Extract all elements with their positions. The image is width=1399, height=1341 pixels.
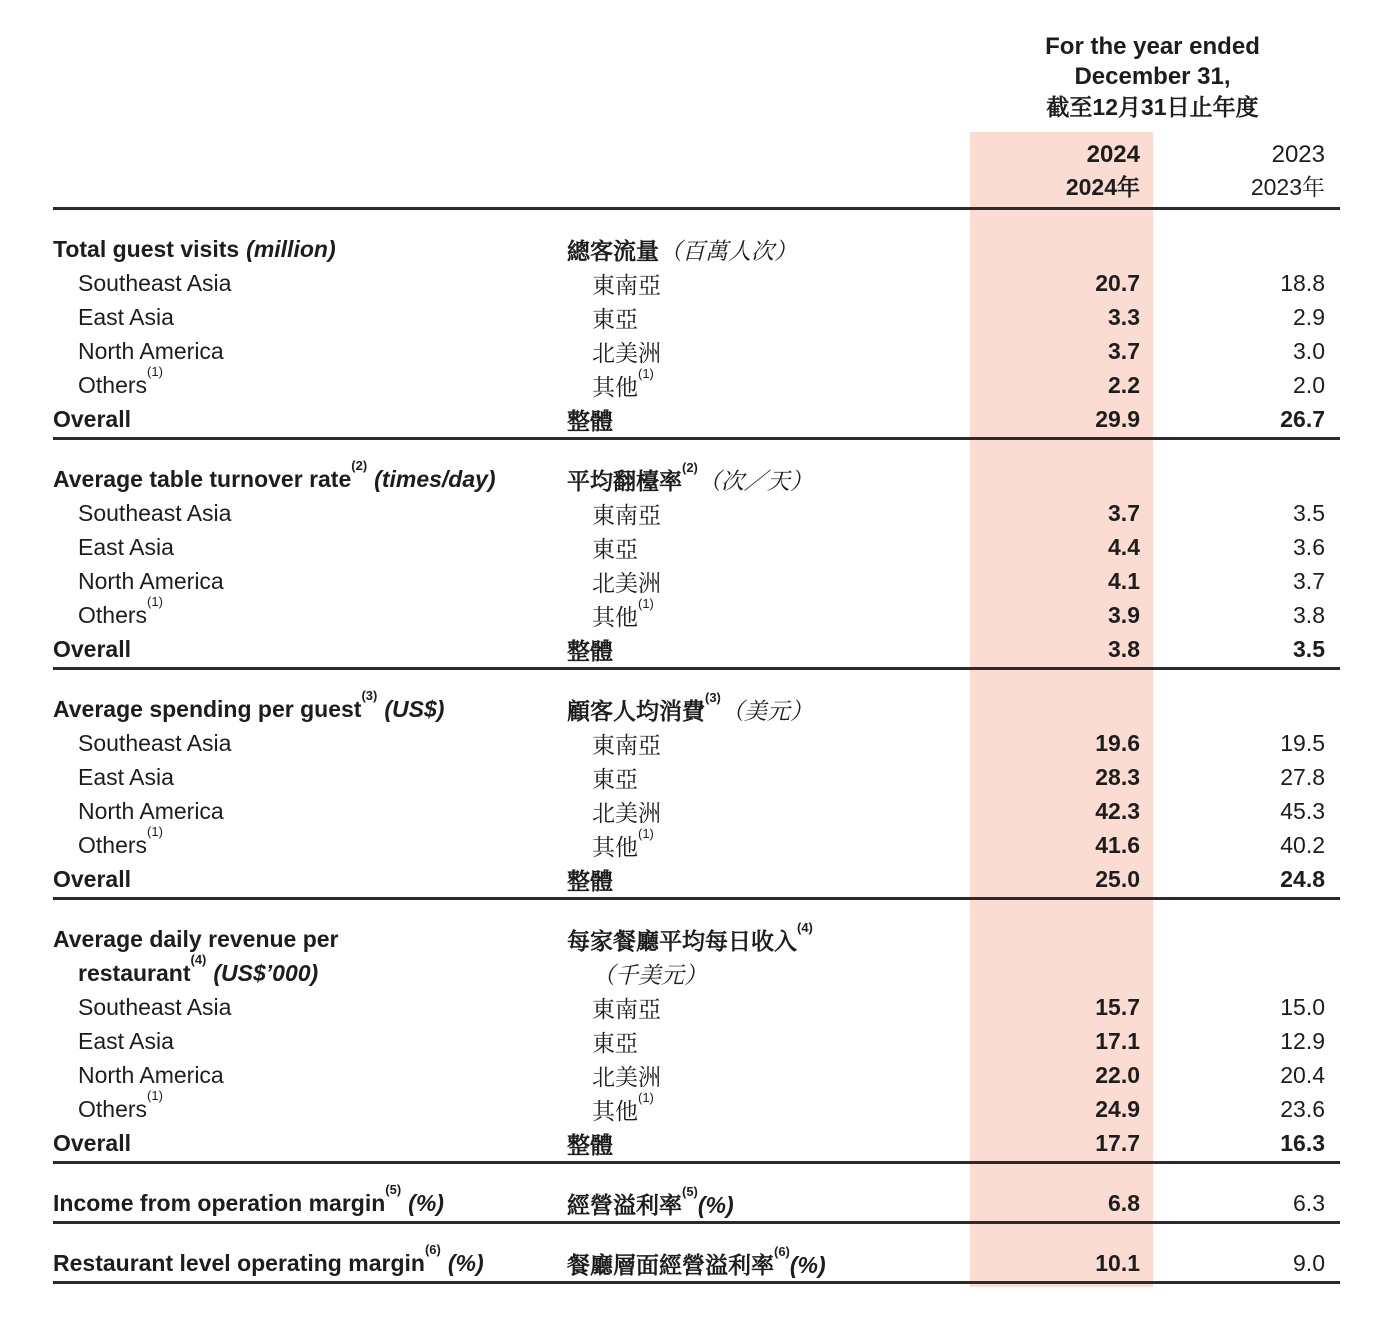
table-body <box>53 210 1340 1284</box>
value-2023: 26.7 <box>1280 405 1325 432</box>
year-row-en <box>53 140 1340 170</box>
footnote-ref-zh: (1) <box>638 595 654 611</box>
value-2023: 6.3 <box>1293 1189 1325 1216</box>
label-en-text: Overall <box>53 865 131 892</box>
unit-label-zh: （千美元） <box>592 961 707 988</box>
label-zh <box>567 1243 965 1280</box>
metric-title-row <box>53 687 1340 726</box>
operating-metrics-table <box>53 0 1340 1284</box>
unit-label-zh: （百萬人次） <box>659 237 797 264</box>
label-en-text: restaurant <box>78 959 191 986</box>
footnote-ref: (6) <box>424 1241 441 1257</box>
unit-label-en: (%) <box>408 1189 444 1216</box>
label-en-text: Average table turnover rate <box>53 465 352 492</box>
data-row <box>53 823 1340 862</box>
label-en-text: North America <box>78 1061 224 1088</box>
label-en-text: Average spending per guest <box>53 695 362 722</box>
label-zh <box>567 825 965 862</box>
value-2023: 12.9 <box>1280 1027 1325 1054</box>
label-zh-text: 東南亞 <box>592 731 661 758</box>
label-zh-text: 東南亞 <box>592 995 661 1022</box>
label-en <box>53 1028 567 1055</box>
footnote-ref: (1) <box>147 823 163 839</box>
label-zh <box>567 595 965 632</box>
value-2023: 23.6 <box>1280 1095 1325 1122</box>
value-2024: 4.4 <box>1108 533 1140 560</box>
value-2023: 2.0 <box>1293 371 1325 398</box>
label-en-text: Southeast Asia <box>78 499 232 526</box>
label-en-text: Restaurant level operating margin <box>53 1249 425 1276</box>
value-2024: 22.0 <box>1095 1061 1140 1088</box>
label-zh <box>567 795 965 828</box>
label-en <box>53 568 567 595</box>
label-zh <box>567 1127 965 1160</box>
data-row <box>53 1087 1340 1126</box>
label-zh <box>567 335 965 368</box>
label-en <box>53 823 567 859</box>
label-en-text: Income from operation margin <box>53 1189 386 1216</box>
label-en-text: Others <box>78 831 148 858</box>
label-zh-text: 其他 <box>592 1097 638 1124</box>
value-2023: 2.9 <box>1293 303 1325 330</box>
metric-title-row <box>53 1241 1340 1280</box>
value-2024: 20.7 <box>1095 269 1140 296</box>
data-row <box>53 760 1340 794</box>
metric-title-row <box>53 1181 1340 1220</box>
unit-label-zh: （美元） <box>720 697 813 724</box>
period-heading <box>965 32 1340 122</box>
label-zh <box>567 1059 965 1092</box>
label-zh <box>567 633 965 666</box>
unit-label-en: (times/day) <box>374 465 496 492</box>
data-row <box>53 334 1340 368</box>
unit-label-zh: （次／天） <box>697 467 813 494</box>
label-en <box>53 270 567 297</box>
unit-label-en: (US$’000) <box>213 959 319 986</box>
section-average-spending-per-guest <box>53 670 1340 896</box>
label-zh-text: 經營溢利率 <box>567 1191 682 1218</box>
header-rule <box>53 207 1340 210</box>
unit-label-en: (US$) <box>384 695 445 722</box>
label-zh-text: 整體 <box>567 867 613 894</box>
metric-title-row <box>53 951 1340 990</box>
section-divider-rule <box>53 1281 1340 1284</box>
value-2024: 3.8 <box>1108 635 1140 662</box>
footnote-ref: (5) <box>385 1181 402 1197</box>
label-zh-text: 東亞 <box>592 765 638 792</box>
data-row <box>53 402 1340 436</box>
data-row <box>53 530 1340 564</box>
col-header-2024-zh: 2024年 <box>1065 173 1140 200</box>
value-2023: 3.8 <box>1293 601 1325 628</box>
label-zh-text: 總客流量 <box>567 237 659 264</box>
data-row <box>53 593 1340 632</box>
footnote-ref-zh: (1) <box>638 1089 654 1105</box>
label-zh-text: 整體 <box>567 637 613 664</box>
footnote-ref: (3) <box>361 687 378 703</box>
label-zh-text: 東亞 <box>592 1029 638 1056</box>
label-en <box>53 338 567 365</box>
label-zh-text: 北美洲 <box>592 1063 661 1090</box>
label-zh <box>567 459 965 496</box>
footnote-ref: (4) <box>190 951 207 967</box>
data-row <box>53 300 1340 334</box>
label-zh <box>567 1025 965 1058</box>
label-zh <box>567 689 965 726</box>
label-zh <box>567 365 965 402</box>
label-en-text: Total guest visits <box>53 235 240 262</box>
label-en-text: Overall <box>53 405 131 432</box>
label-en <box>53 636 567 663</box>
metric-title-row <box>53 919 1340 956</box>
label-zh-text: 其他 <box>592 373 638 400</box>
footnote-ref-zh: (4) <box>797 919 813 935</box>
label-zh <box>567 727 965 760</box>
value-2024: 4.1 <box>1108 567 1140 594</box>
value-2023: 3.5 <box>1293 499 1325 526</box>
label-en <box>53 994 567 1021</box>
footnote-ref-zh: (6) <box>774 1243 790 1259</box>
section-average-daily-revenue-per-restaurant <box>53 900 1340 1160</box>
data-row <box>53 564 1340 598</box>
label-zh-text: 東亞 <box>592 305 638 332</box>
value-2024: 3.9 <box>1108 601 1140 628</box>
year-row-zh <box>53 170 1340 200</box>
label-en-text: Average daily revenue per <box>53 925 339 952</box>
value-2024: 29.9 <box>1095 405 1140 432</box>
data-row <box>53 990 1340 1024</box>
label-en <box>53 926 567 953</box>
label-en <box>53 1130 567 1157</box>
col-header-2024: 2024 <box>1086 141 1140 168</box>
value-2023: 9.0 <box>1293 1249 1325 1276</box>
label-en-text: Overall <box>53 635 131 662</box>
col-header-2023-zh: 2023年 <box>1250 173 1325 200</box>
label-en <box>53 406 567 433</box>
value-2023: 40.2 <box>1280 831 1325 858</box>
label-en <box>53 798 567 825</box>
data-row <box>53 632 1340 666</box>
footnote-ref-zh: (3) <box>705 689 721 705</box>
label-zh-text: 北美洲 <box>592 339 661 366</box>
label-zh-text: 顧客人均消費 <box>567 697 705 724</box>
label-zh <box>567 565 965 598</box>
label-zh <box>567 531 965 564</box>
label-en <box>53 1062 567 1089</box>
value-2024: 28.3 <box>1095 763 1140 790</box>
value-2024: 3.7 <box>1108 337 1140 364</box>
label-zh-text: 餐廳層面經營溢利率 <box>567 1251 774 1278</box>
label-en-text: East Asia <box>78 1027 174 1054</box>
value-2023: 20.4 <box>1280 1061 1325 1088</box>
label-zh <box>567 267 965 300</box>
label-en <box>53 1181 567 1217</box>
section-average-table-turnover-rate <box>53 440 1340 666</box>
value-2024: 3.7 <box>1108 499 1140 526</box>
label-zh <box>567 919 965 956</box>
value-2023: 3.0 <box>1293 337 1325 364</box>
label-zh <box>567 761 965 794</box>
label-en <box>53 593 567 629</box>
label-en <box>53 866 567 893</box>
value-2024: 3.3 <box>1108 303 1140 330</box>
data-row <box>53 1126 1340 1160</box>
label-en-text: North America <box>78 337 224 364</box>
footnote-ref-zh: (1) <box>638 365 654 381</box>
col-header-2023: 2023 <box>1271 141 1325 168</box>
label-zh-text: 北美洲 <box>592 569 661 596</box>
label-en-text: Others <box>78 371 148 398</box>
value-2023: 27.8 <box>1280 763 1325 790</box>
label-zh <box>567 233 965 266</box>
label-en-text: North America <box>78 567 224 594</box>
label-en <box>53 764 567 791</box>
label-en <box>53 534 567 561</box>
label-zh <box>567 497 965 530</box>
value-2023: 3.6 <box>1293 533 1325 560</box>
data-row <box>53 1024 1340 1058</box>
data-row <box>53 726 1340 760</box>
label-en-text: East Asia <box>78 763 174 790</box>
data-row <box>53 363 1340 402</box>
value-2023: 15.0 <box>1280 993 1325 1020</box>
label-en-text: Southeast Asia <box>78 993 232 1020</box>
year-column-headers <box>53 140 1340 200</box>
footnote-ref: (1) <box>147 593 163 609</box>
data-row <box>53 1058 1340 1092</box>
label-zh <box>567 1089 965 1126</box>
label-en <box>53 687 567 723</box>
label-zh-text: 其他 <box>592 833 638 860</box>
label-en <box>53 363 567 399</box>
footnote-ref-zh: (5) <box>682 1183 698 1199</box>
label-en-text: East Asia <box>78 303 174 330</box>
value-2024: 19.6 <box>1095 729 1140 756</box>
footnote-ref-zh: (1) <box>638 825 654 841</box>
value-2024: 17.1 <box>1095 1027 1140 1054</box>
label-en <box>53 457 567 493</box>
value-2024: 2.2 <box>1108 371 1140 398</box>
section-total-guest-visits <box>53 210 1340 436</box>
metric-title-row <box>53 232 1340 266</box>
unit-label-zh: (%) <box>697 1191 734 1218</box>
value-2024: 41.6 <box>1095 831 1140 858</box>
footnote-ref-zh: (2) <box>682 459 698 475</box>
label-zh-text: 整體 <box>567 407 613 434</box>
label-en <box>53 500 567 527</box>
label-en <box>53 951 567 987</box>
label-zh <box>567 863 965 896</box>
value-2023: 24.8 <box>1280 865 1325 892</box>
value-2024: 10.1 <box>1095 1249 1140 1276</box>
label-zh-text: 東亞 <box>592 535 638 562</box>
label-en <box>53 304 567 331</box>
period-line-zh: 截至12月31日止年度 <box>1046 94 1259 120</box>
data-row <box>53 794 1340 828</box>
label-zh-text: 整體 <box>567 1131 613 1158</box>
value-2023: 19.5 <box>1280 729 1325 756</box>
label-en-text: Southeast Asia <box>78 729 232 756</box>
label-en <box>53 236 567 263</box>
value-2023: 45.3 <box>1280 797 1325 824</box>
label-en-text: Others <box>78 601 148 628</box>
value-2023: 3.7 <box>1293 567 1325 594</box>
value-2023: 3.5 <box>1293 635 1325 662</box>
value-2023: 16.3 <box>1280 1129 1325 1156</box>
label-en-text: Others <box>78 1095 148 1122</box>
footnote-ref: (2) <box>351 457 368 473</box>
label-en <box>53 1087 567 1123</box>
metric-title-row <box>53 457 1340 496</box>
footnote-ref: (1) <box>147 1087 163 1103</box>
value-2023: 18.8 <box>1280 269 1325 296</box>
unit-label-en: (%) <box>447 1249 484 1276</box>
label-zh-text: 東南亞 <box>592 501 661 528</box>
label-zh-text: 每家餐廳平均每日收入 <box>567 927 797 954</box>
label-zh <box>567 403 965 436</box>
label-zh <box>567 301 965 334</box>
value-2024: 24.9 <box>1095 1095 1140 1122</box>
label-en-text: Southeast Asia <box>78 269 232 296</box>
label-zh-text: 平均翻檯率 <box>567 467 682 494</box>
label-en-text: Overall <box>53 1129 131 1156</box>
unit-label-zh: (%) <box>789 1251 826 1278</box>
unit-label-en: (million) <box>246 235 336 262</box>
value-2024: 25.0 <box>1095 865 1140 892</box>
value-2024: 42.3 <box>1095 797 1140 824</box>
value-2024: 6.8 <box>1108 1189 1140 1216</box>
label-zh-text: 東南亞 <box>592 271 661 298</box>
section-income-from-operation-margin <box>53 1164 1340 1220</box>
footnote-ref: (1) <box>147 363 163 379</box>
label-zh-text: 其他 <box>592 603 638 630</box>
section-restaurant-level-operating-margin <box>53 1224 1340 1280</box>
label-en <box>53 1241 567 1277</box>
data-row <box>53 862 1340 896</box>
label-en-text: East Asia <box>78 533 174 560</box>
data-row <box>53 496 1340 530</box>
label-zh <box>567 991 965 1024</box>
data-row <box>53 266 1340 300</box>
value-2024: 17.7 <box>1095 1129 1140 1156</box>
table-header <box>53 0 1340 210</box>
label-zh-text: 北美洲 <box>592 799 661 826</box>
label-zh <box>567 1183 965 1220</box>
label-zh <box>567 957 965 990</box>
label-en <box>53 730 567 757</box>
label-en-text: North America <box>78 797 224 824</box>
period-line-en-1: For the year ended <box>1045 33 1260 60</box>
period-line-en-2: December 31, <box>1074 63 1231 90</box>
value-2024: 15.7 <box>1095 993 1140 1020</box>
